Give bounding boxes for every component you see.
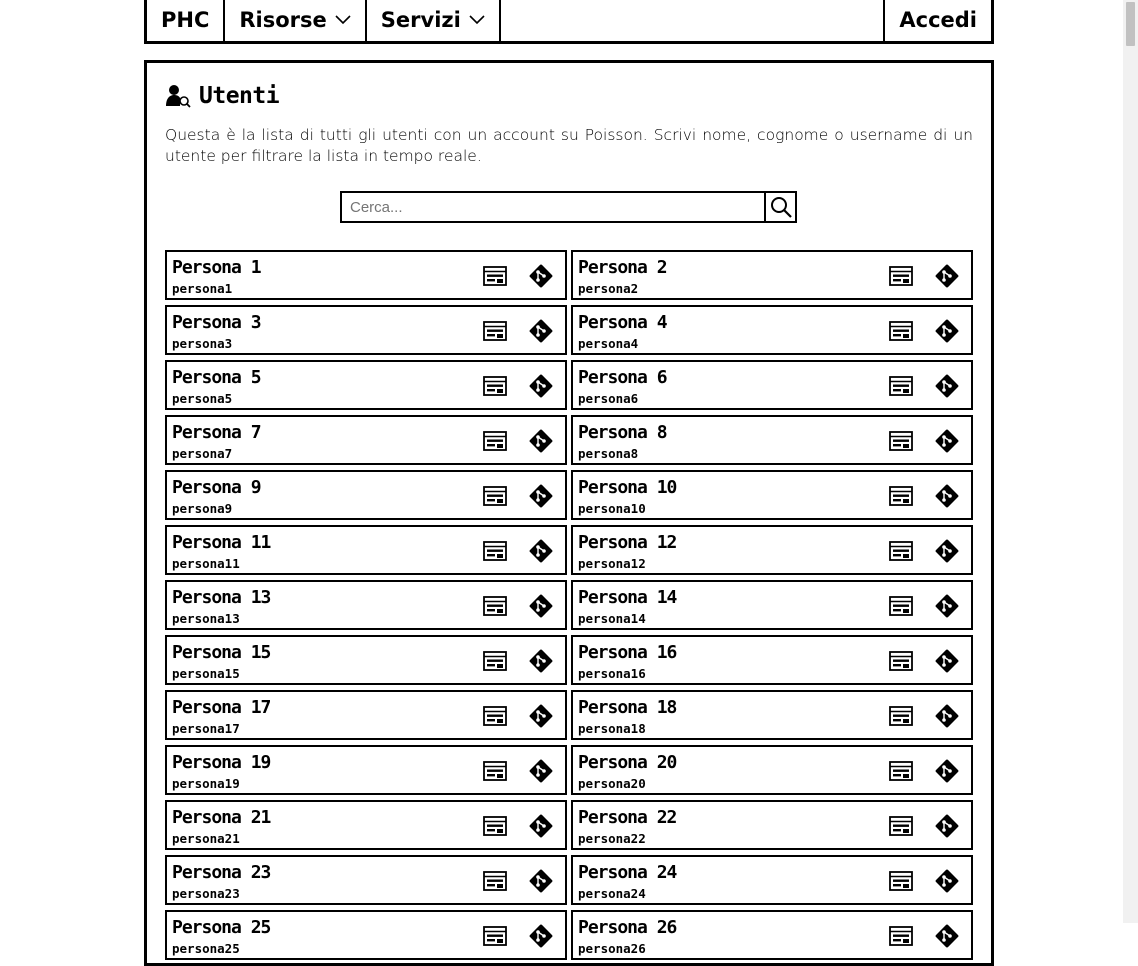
user-card (165, 745, 567, 795)
nav-risorse-dropdown[interactable] (225, 0, 366, 41)
user-card (165, 305, 567, 355)
git-icon[interactable] (528, 648, 554, 674)
user-username: persona3 (172, 336, 233, 351)
user-full-name: Persona 19 (172, 752, 271, 773)
website-icon[interactable] (889, 320, 913, 342)
user-card (571, 305, 973, 355)
website-icon[interactable] (889, 595, 913, 617)
user-card (571, 635, 973, 685)
website-icon[interactable] (483, 925, 507, 947)
git-icon[interactable] (934, 648, 960, 674)
website-icon[interactable] (889, 430, 913, 452)
user-username: persona14 (578, 611, 646, 626)
user-username: persona15 (172, 666, 240, 681)
users-card (144, 60, 994, 966)
user-username: persona2 (578, 281, 639, 296)
git-icon[interactable] (934, 593, 960, 619)
user-full-name: Persona 16 (578, 642, 677, 663)
git-icon[interactable] (528, 593, 554, 619)
user-full-name: Persona 2 (578, 257, 667, 278)
user-username: persona21 (172, 831, 240, 846)
website-icon[interactable] (889, 760, 913, 782)
user-list (165, 250, 973, 960)
user-card (571, 470, 973, 520)
nav-brand-label: PHC (161, 8, 210, 32)
user-card (165, 580, 567, 630)
nav-spacer (501, 0, 884, 41)
user-full-name: Persona 15 (172, 642, 271, 663)
user-username: persona17 (172, 721, 240, 736)
user-card (571, 855, 973, 905)
user-full-name: Persona 24 (578, 862, 677, 883)
git-icon[interactable] (934, 923, 960, 949)
user-username: persona8 (578, 446, 639, 461)
git-icon[interactable] (528, 758, 554, 784)
git-icon[interactable] (528, 483, 554, 509)
user-card (571, 745, 973, 795)
website-icon[interactable] (483, 540, 507, 562)
website-icon[interactable] (889, 870, 913, 892)
git-icon[interactable] (528, 868, 554, 894)
website-icon[interactable] (483, 320, 507, 342)
nav-servizi-dropdown[interactable] (367, 0, 501, 41)
user-full-name: Persona 6 (578, 367, 667, 388)
website-icon[interactable] (483, 430, 507, 452)
user-full-name: Persona 25 (172, 917, 271, 938)
user-full-name: Persona 8 (578, 422, 667, 443)
website-icon[interactable] (483, 595, 507, 617)
nav-risorse-label: Risorse (239, 8, 327, 32)
user-full-name: Persona 22 (578, 807, 677, 828)
user-username: persona24 (578, 886, 646, 901)
top-navbar (144, 0, 994, 44)
user-full-name: Persona 10 (578, 477, 677, 498)
user-username: persona26 (578, 941, 646, 956)
user-username: persona4 (578, 336, 639, 351)
user-card (571, 580, 973, 630)
user-username: persona9 (172, 501, 233, 516)
chevron-down-icon (469, 15, 485, 25)
login-label: Accedi (899, 8, 977, 32)
user-card (571, 910, 973, 960)
user-username: persona7 (172, 446, 233, 461)
user-full-name: Persona 14 (578, 587, 677, 608)
user-card (165, 415, 567, 465)
git-icon[interactable] (528, 538, 554, 564)
website-icon[interactable] (483, 815, 507, 837)
website-icon[interactable] (483, 705, 507, 727)
website-icon[interactable] (889, 265, 913, 287)
user-username: persona22 (578, 831, 646, 846)
git-icon[interactable] (934, 868, 960, 894)
git-icon[interactable] (934, 318, 960, 344)
user-full-name: Persona 13 (172, 587, 271, 608)
user-card (165, 250, 567, 300)
user-username: persona12 (578, 556, 646, 571)
scrollbar-thumb[interactable] (1126, 2, 1135, 46)
user-card (571, 525, 973, 575)
user-full-name: Persona 17 (172, 697, 271, 718)
user-username: persona10 (578, 501, 646, 516)
user-card (165, 470, 567, 520)
git-icon[interactable] (528, 373, 554, 399)
website-icon[interactable] (483, 375, 507, 397)
user-username: persona6 (578, 391, 639, 406)
page-title (165, 83, 279, 109)
user-username: persona11 (172, 556, 240, 571)
user-card (165, 690, 567, 740)
git-icon[interactable] (528, 813, 554, 839)
git-icon[interactable] (528, 428, 554, 454)
git-icon[interactable] (934, 538, 960, 564)
user-username: persona25 (172, 941, 240, 956)
website-icon[interactable] (889, 815, 913, 837)
user-full-name: Persona 5 (172, 367, 261, 388)
git-icon[interactable] (528, 923, 554, 949)
website-icon[interactable] (889, 485, 913, 507)
page-scrollbar[interactable] (1123, 0, 1138, 923)
user-card (571, 690, 973, 740)
git-icon[interactable] (934, 263, 960, 289)
git-icon[interactable] (528, 263, 554, 289)
user-full-name: Persona 21 (172, 807, 271, 828)
user-card (571, 800, 973, 850)
website-icon[interactable] (889, 925, 913, 947)
user-username: persona1 (172, 281, 233, 296)
nav-servizi-label: Servizi (380, 8, 461, 32)
user-card (165, 525, 567, 575)
git-icon[interactable] (934, 703, 960, 729)
website-icon[interactable] (889, 705, 913, 727)
website-icon[interactable] (889, 375, 913, 397)
user-full-name: Persona 23 (172, 862, 271, 883)
user-card (571, 415, 973, 465)
user-username: persona16 (578, 666, 646, 681)
git-icon[interactable] (934, 373, 960, 399)
search-icon (770, 196, 792, 218)
website-icon[interactable] (483, 870, 507, 892)
user-search-icon (165, 83, 191, 109)
website-icon[interactable] (483, 485, 507, 507)
git-icon[interactable] (934, 428, 960, 454)
page-description: Questa è la lista di tutti gli utenti con un account su Poisson. Scrivi nome, cognome o username di un utente per filtrare la lista in tempo reale. (165, 126, 973, 165)
user-full-name: Persona 9 (172, 477, 261, 498)
website-icon[interactable] (483, 650, 507, 672)
user-card (165, 800, 567, 850)
user-full-name: Persona 20 (578, 752, 677, 773)
user-card (165, 635, 567, 685)
git-icon[interactable] (934, 813, 960, 839)
user-username: persona5 (172, 391, 233, 406)
user-card (165, 910, 567, 960)
user-card (571, 250, 973, 300)
git-icon[interactable] (528, 703, 554, 729)
website-icon[interactable] (889, 650, 913, 672)
user-full-name: Persona 12 (578, 532, 677, 553)
user-username: persona23 (172, 886, 240, 901)
user-card (165, 855, 567, 905)
user-username: persona18 (578, 721, 646, 736)
user-full-name: Persona 4 (578, 312, 667, 333)
search-input[interactable] (340, 191, 764, 223)
chevron-down-icon (335, 15, 351, 25)
user-full-name: Persona 18 (578, 697, 677, 718)
website-icon[interactable] (483, 760, 507, 782)
user-card (165, 360, 567, 410)
user-full-name: Persona 7 (172, 422, 261, 443)
user-full-name: Persona 3 (172, 312, 261, 333)
user-username: persona20 (578, 776, 646, 791)
page-title-text: Utenti (199, 83, 280, 109)
git-icon[interactable] (934, 758, 960, 784)
search-bar (340, 191, 797, 223)
git-icon[interactable] (934, 483, 960, 509)
user-full-name: Persona 1 (172, 257, 261, 278)
website-icon[interactable] (889, 540, 913, 562)
search-button[interactable] (764, 191, 797, 223)
user-username: persona13 (172, 611, 240, 626)
git-icon[interactable] (528, 318, 554, 344)
login-link[interactable] (883, 0, 991, 41)
user-card (571, 360, 973, 410)
nav-brand-link[interactable] (147, 0, 225, 41)
website-icon[interactable] (483, 265, 507, 287)
user-full-name: Persona 26 (578, 917, 677, 938)
user-full-name: Persona 11 (172, 532, 271, 553)
user-username: persona19 (172, 776, 240, 791)
